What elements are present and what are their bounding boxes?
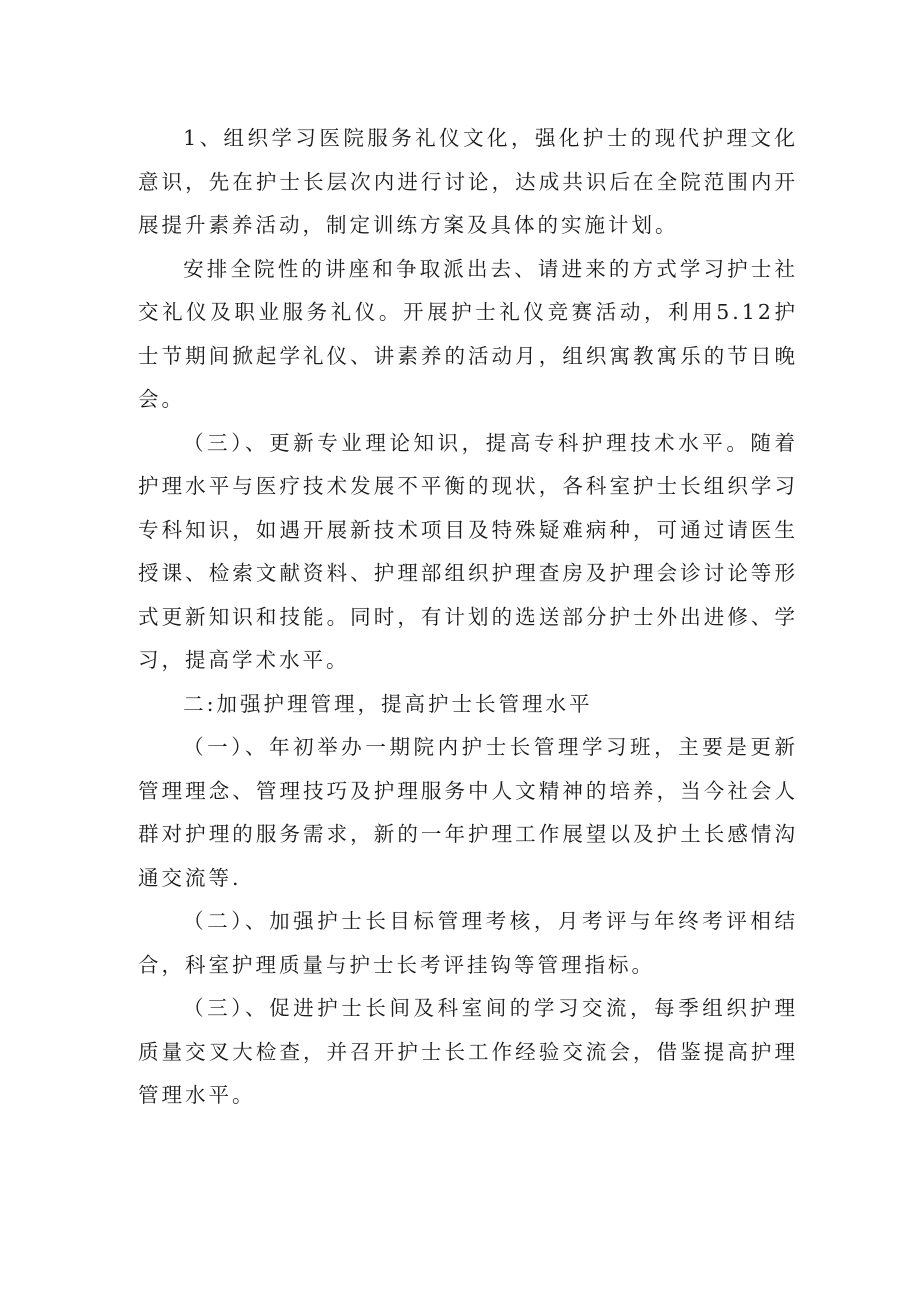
paragraph-exchange: （三）、促进护士长间及科室间的学习交流，每季组织护理质量交叉大检查，并召开护士长工作经验交流会，借鉴提高护理管理水平。	[138, 996, 798, 1107]
document-body	[138, 117, 798, 1118]
paragraph-etiquette-training: 安排全院性的讲座和争取派出去、请进来的方式学习护士社交礼仪及职业服务礼仪。开展护士礼仪竞赛活动，利用5.12护士节期间掀起学礼仪、讲素养的活动月，组织寓教寓乐的节日晚会。	[138, 256, 798, 411]
section-heading-management: 二:加强护理管理，提高护士长管理水平	[183, 691, 593, 716]
paragraph-management-class: （一）、年初举办一期院内护士长管理学习班，主要是更新管理理念、管理技巧及护理服务中人文精神的培养，当今社会人群对护理的服务需求，新的一年护理工作展望以及护土长感情沟通交流等.	[138, 735, 798, 890]
paragraph-professional-knowledge: （三）、更新专业理论知识，提高专科护理技术水平。随着护理水平与医疗技术发展不平衡的现状，各科室护士长组织学习专科知识，如遇开展新技术项目及特殊疑难病种，可通过请医生授课、检索文献资料、护理部组织护理查房及护理会诊讨论等形式更新知识和技能。同时，有计划的选送部分护士外出进修、学习，提高学术水平。	[138, 430, 798, 672]
paragraph-target-assessment: （二）、加强护士长目标管理考核，月考评与年终考评相结合，科室护理质量与护士长考评挂钩等管理指标。	[138, 909, 798, 977]
paragraph-etiquette-culture: 1、组织学习医院服务礼仪文化，强化护士的现代护理文化意识，先在护士长层次内进行讨论，达成共识后在全院范围内开展提升素养活动，制定训练方案及具体的实施计划。	[138, 126, 798, 237]
